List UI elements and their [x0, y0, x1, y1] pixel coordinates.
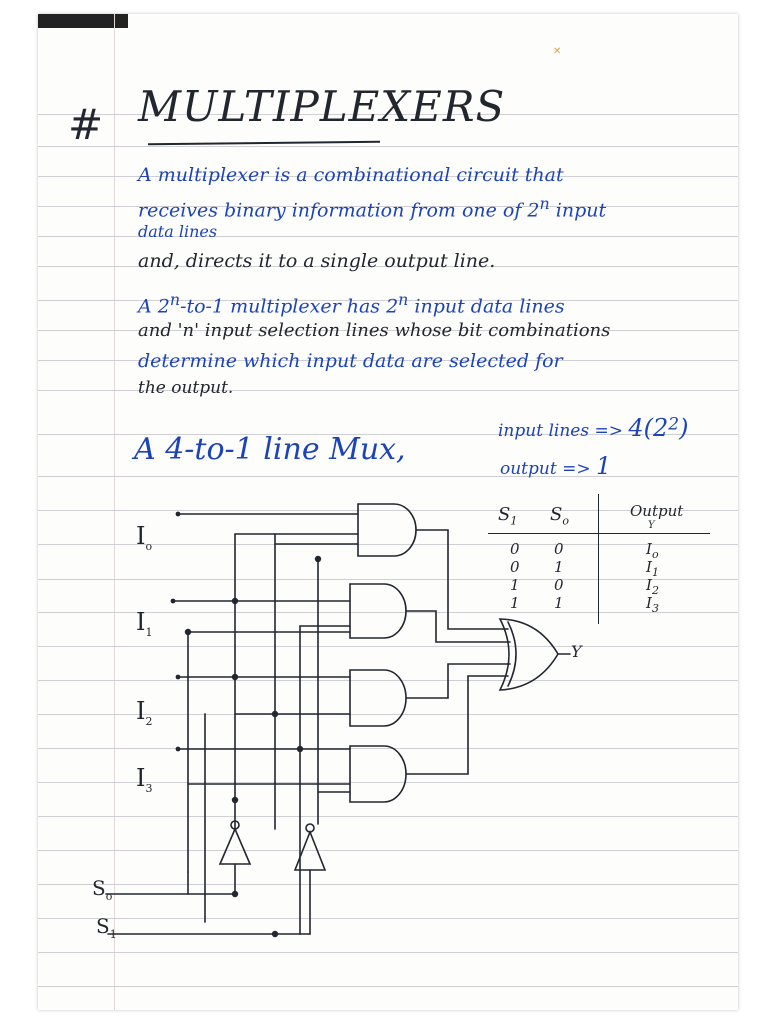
paper-mark: ✕	[553, 46, 562, 57]
tt-column-divider	[598, 494, 599, 624]
para2-line1-a: A 2	[138, 295, 170, 318]
label-s0	[92, 876, 112, 903]
not-gate-s0	[220, 829, 250, 864]
label-i3-text: I	[136, 764, 146, 792]
output-value: 1	[595, 452, 612, 480]
tt-row-2-output-sub: 2	[651, 584, 659, 597]
output-label: output =>	[500, 459, 591, 479]
tt-header-s1-text: S	[498, 504, 511, 525]
tt-row-0-s1: 0	[510, 540, 520, 558]
para1-line2-a: receives binary information from one of 2	[138, 199, 540, 222]
notebook-page	[38, 14, 738, 1010]
label-i3	[136, 764, 152, 795]
page-title: MULTIPLEXERS	[138, 82, 506, 131]
mux-circuit-diagram	[38, 14, 738, 1010]
and-gate-0	[358, 504, 416, 556]
para1-line4: and, directs it to a single output line.	[138, 250, 496, 272]
g0-out	[416, 530, 508, 629]
tt-row-0-output: $I_o$	[646, 540, 659, 561]
tt-row-1-output: $I_1$	[646, 558, 659, 579]
label-i2-sub: 2	[145, 714, 153, 728]
and-gate-1	[350, 584, 406, 638]
para2-line1-sup2: n	[398, 290, 409, 309]
tt-header-rule	[488, 533, 710, 534]
para2-line3: determine which input data are selected for	[138, 350, 563, 372]
g1-out	[406, 611, 510, 642]
label-i1	[136, 608, 152, 639]
para2-line1-b: -to-1 multiplexer has 2	[180, 295, 399, 318]
tt-header-s0-text: S	[550, 504, 563, 525]
para2-line2: and 'n' input selection lines whose bit combinations	[138, 320, 611, 341]
para1-line2-sup: n	[539, 194, 550, 213]
tt-row-3-output: $I_3$	[646, 594, 659, 615]
input-lines-value: 4(2	[628, 414, 669, 442]
tt-row-3-s0: 1	[554, 594, 564, 612]
title-hash: #	[68, 100, 104, 149]
label-i0-text: I	[136, 522, 146, 550]
label-s1-text: S	[96, 914, 110, 938]
tt-row-1-output-sub: 1	[651, 566, 659, 579]
label-i0	[136, 522, 152, 553]
tt-row-1-s1: 0	[510, 558, 520, 576]
input-lines-sup: 2	[668, 414, 680, 435]
para2-line1-sup: n	[169, 290, 181, 309]
tt-header-output-sub: Y	[648, 520, 655, 531]
tt-header-output: Output	[630, 502, 684, 520]
label-s0-text: S	[92, 876, 106, 900]
label-i0-sub: o	[145, 539, 153, 553]
or-gate	[500, 619, 558, 690]
junction-dots	[171, 512, 322, 938]
tt-header-s1-sub: 1	[510, 514, 518, 528]
tt-row-3-s1: 1	[510, 594, 520, 612]
g3-out	[406, 676, 508, 774]
mux-heading: A 4-to-1 line Mux,	[134, 432, 406, 467]
g2-out	[406, 664, 510, 698]
para1-line2-b: input	[549, 199, 607, 222]
tt-row-3-output-sub: 3	[651, 602, 659, 615]
label-s1	[96, 914, 117, 941]
para2-line4: the output.	[138, 378, 234, 398]
para2-line1-c: input data lines	[408, 295, 565, 318]
label-s1-sub: 1	[109, 928, 117, 941]
tt-row-0-s0: 0	[554, 540, 564, 558]
tt-row-2-output: $I_2$	[646, 576, 659, 597]
label-output-y: Y	[571, 642, 582, 661]
label-i1-sub: 1	[145, 625, 153, 639]
para1-line1: A multiplexer is a combinational circuit that	[138, 164, 564, 186]
label-i2-text: I	[136, 697, 146, 725]
tt-row-0-output-sub: o	[651, 548, 659, 561]
tt-header-s0-sub: o	[562, 514, 569, 528]
tt-row-2-s0: 0	[554, 576, 564, 594]
label-s0-sub: o	[105, 890, 113, 903]
input-lines-label: input lines =>	[498, 421, 623, 441]
para1-line3: data lines	[138, 222, 218, 241]
input-lines-close: )	[679, 414, 689, 442]
tt-row-2-s1: 1	[510, 576, 520, 594]
label-i2	[136, 697, 152, 728]
tt-row-1-s0: 1	[554, 558, 564, 576]
label-i1-text: I	[136, 608, 146, 636]
and-gate-2	[350, 670, 406, 726]
and-gate-3	[350, 746, 406, 802]
label-i3-sub: 3	[145, 781, 153, 795]
